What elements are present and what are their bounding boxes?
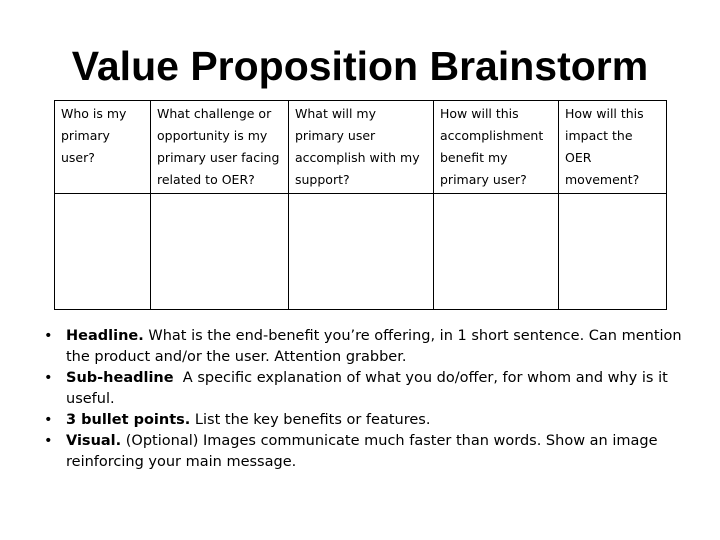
cell-impact[interactable]	[559, 194, 667, 310]
item-text: A specific explanation of what you do/offer, for whom and why is it useful.	[66, 370, 673, 407]
item-text: What is the end-benefit you’re offering, in 1 short sentence. Can mention the product and/or the user. Attention grabber.	[66, 328, 682, 365]
bullet-icon: •	[44, 370, 53, 386]
header-benefit: How will this accomplishment benefit my primary user?	[434, 101, 559, 194]
header-primary-user: Who is my primary user?	[55, 101, 151, 194]
header-impact: How will this impact the OER movement?	[559, 101, 667, 194]
header-accomplish: What will my primary user accomplish with my support?	[289, 101, 434, 194]
list-item	[44, 326, 684, 368]
item-text: (Optional) Images communicate much faster than words. Show an image reinforcing your main message.	[66, 433, 658, 470]
item-heading: 3 bullet points.	[66, 412, 191, 428]
table-row	[55, 194, 667, 310]
cell-benefit[interactable]	[434, 194, 559, 310]
item-text: List the key benefits or features.	[190, 412, 431, 428]
item-heading: Headline.	[66, 328, 144, 344]
item-heading: Visual.	[66, 433, 122, 449]
cell-primary-user[interactable]	[55, 194, 151, 310]
brainstorm-table	[54, 100, 667, 310]
list-item	[44, 368, 684, 410]
slide-title: Value Proposition Brainstorm	[71, 43, 649, 89]
bullet-icon: •	[44, 328, 53, 344]
list-item	[44, 410, 684, 431]
guidance-list	[44, 326, 684, 473]
table-header-row	[55, 101, 667, 194]
header-challenge: What challenge or opportunity is my primary user facing related to OER?	[151, 101, 289, 194]
list-item	[44, 431, 684, 473]
cell-accomplish[interactable]	[289, 194, 434, 310]
cell-challenge[interactable]	[151, 194, 289, 310]
item-heading: Sub-headline	[66, 370, 174, 386]
bullet-icon: •	[44, 433, 53, 449]
bullet-icon: •	[44, 412, 53, 428]
